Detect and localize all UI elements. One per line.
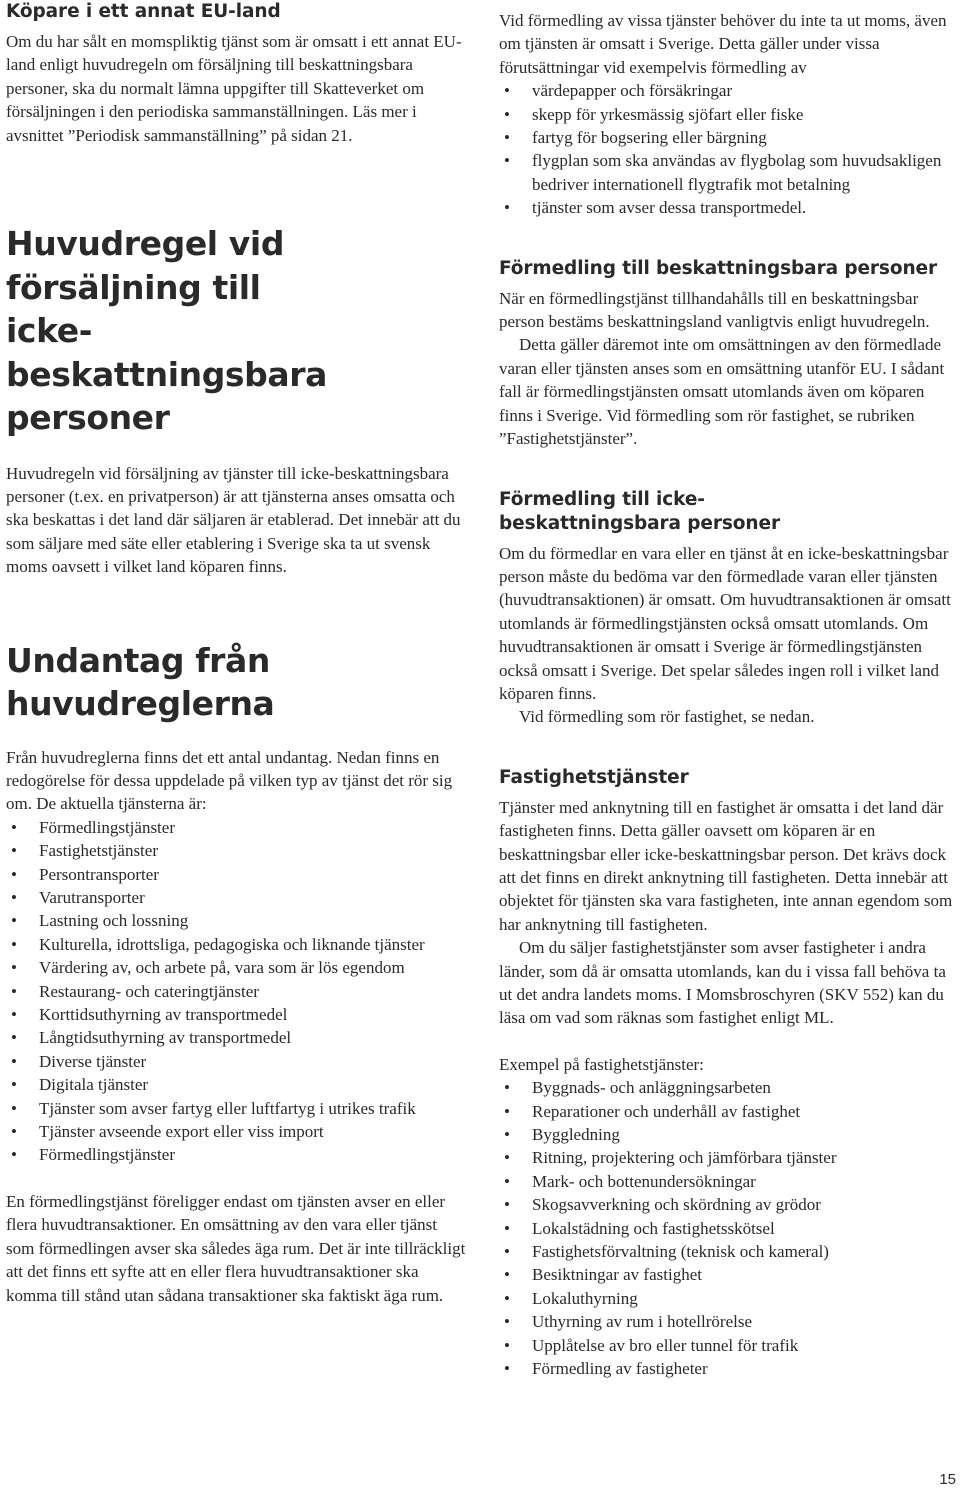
list-item: • Värdering av, och arbete på, vara som är lös egendom — [6, 956, 466, 979]
list-item: • Lokaluthyrning — [499, 1287, 957, 1310]
list-item: • Persontransporter — [6, 863, 466, 886]
list-item: • tjänster som avser dessa transportmedel. — [499, 196, 957, 219]
list-item: • Digitala tjänster — [6, 1073, 466, 1096]
section-heading: Förmedling till beskattningsbara personer — [499, 257, 937, 279]
list-item: • Upplåtelse av bro eller tunnel för trafik — [499, 1334, 957, 1357]
right-column — [499, 0, 957, 1381]
section-main-rule-nontaxable — [6, 222, 466, 579]
list-item: • Lokalstädning och fastighetsskötsel — [499, 1217, 957, 1240]
list-item: • Långtidsuthyrning av transportmedel — [6, 1026, 466, 1049]
list-item: • Tjänster avseende export eller viss import — [6, 1120, 466, 1143]
list-item: • värdepapper och försäkringar — [499, 79, 957, 102]
list-item: • Tjänster som avser fartyg eller luftfartyg i utrikes trafik — [6, 1097, 466, 1120]
section-heading: Fastighetstjänster — [499, 766, 689, 788]
list-item: • flygplan som ska användas av flygbolag som huvudsakligen bedriver internationell flygtrafik mot betalning — [499, 149, 957, 196]
list-item: • Mark- och bottenundersökningar — [499, 1170, 957, 1193]
section-title: Huvudregel vid försäljning till ickebeskattningsbara personer — [6, 224, 328, 438]
exceptions-list — [6, 816, 466, 1167]
list-item: • Fastighetstjänster — [6, 839, 466, 862]
section-property-services — [499, 766, 957, 1381]
list-item: • Besiktningar av fastighet — [499, 1263, 957, 1286]
list-item: • Förmedlingstjänster — [6, 1143, 466, 1166]
left-column — [6, 0, 466, 1307]
list-item: • Fastighetsförvaltning (teknisk och kameral) — [499, 1240, 957, 1263]
section-exceptions — [6, 639, 466, 1307]
list-item: • Skogsavverkning och skördning av grödor — [499, 1193, 957, 1216]
section-heading: Förmedling till ickebeskattningsbara personer — [499, 488, 780, 534]
paragraph: Om du förmedlar en vara eller en tjänst åt en icke-beskattningsbar person måste du bedöma var den förmedlade varan eller tjänsten (huvudtransaktionen) är omsatt. Om huvudtransaktionen är omsatt utomlands är förmedlingstjänsten också omsatt utomlands. Om huvudtransaktionen är omsatt i Sverige är förmedlingstjänsten också omsatt i Sverige. Det spelar således ingen roll i vilket land köparen finns. — [499, 543, 951, 703]
list-item: • Kulturella, idrottsliga, pedagogiska och liknande tjänster — [6, 933, 466, 956]
page-number: 15 — [939, 1471, 956, 1488]
paragraph: En förmedlingstjänst föreligger endast om tjänsten avser en eller flera huvudtransaktioner. En omsättning av den vara eller tjänst som förmedlingen avser ska således äga rum. Det är inte tillräckligt att det finns ett syfte att en eller flera huvudtransaktioner ska komma till stånd utan sådana transaktioner ska faktiskt äga rum. — [6, 1191, 466, 1305]
paragraph: Tjänster med anknytning till en fastighet är omsatta i det land där fastigheten finns. Detta gäller oavsett om köparen är en beskattningsbar eller icke-beskattningsbar person. Det krävs dock att det finns en direkt anknytning till fastigheten. Detta innebär att objektet för tjänsten ska vara fastigheten, inte annan egendom som har anknytning till fastigheten. — [499, 797, 953, 934]
list-item: • skepp för yrkesmässig sjöfart eller fiske — [499, 103, 957, 126]
paragraph: Detta gäller däremot inte om omsättningen av den förmedlade varan eller tjänsten anses som en omsättning utanför EU. I sådant fall är förmedlingstjänsten omsatt utomlands även om köparen finns i Sverige. Vid förmedling som rör fastighet, se rubriken ”Fastighetstjänster”. — [499, 335, 945, 449]
paragraph: Om du säljer fastighetstjänster som avser fastigheter i andra länder, som då är omsatta utomlands, kan du i vissa fall behöva ta ut det andra landets moms. I Momsbroschyren (SKV 552) kan du läsa om vad som räknas som fastighet enligt ML. — [499, 938, 946, 1028]
section-intermediary-intro — [499, 9, 957, 220]
paragraph: Huvudregeln vid försäljning av tjänster till icke-beskattningsbara personer (t.ex. en privatperson) är att tjänsterna anses omsatta och ska beskattas i det land där säljaren är etablerad. Det innebär att du som säljare med säte eller etablering i Sverige ska ta ut svensk moms oavsett i vilket land köparen finns. — [6, 463, 461, 577]
list-item: • Ritning, projektering och jämförbara tjänster — [499, 1146, 957, 1169]
list-item: • Lastning och lossning — [6, 909, 466, 932]
section-intermediary-nontaxable — [499, 488, 957, 729]
section-title: Undantag från huvudreglerna — [6, 640, 275, 724]
list-item: • Varutransporter — [6, 886, 466, 909]
property-services-list — [499, 1076, 957, 1380]
list-item: • Förmedlingstjänster — [6, 816, 466, 839]
list-item: • Restaurang- och cateringtjänster — [6, 980, 466, 1003]
section-intermediary-taxable — [499, 257, 957, 451]
list-item: • Uthyrning av rum i hotellrörelse — [499, 1310, 957, 1333]
list-item: • Byggnads- och anläggningsarbeten — [499, 1076, 957, 1099]
paragraph: Vid förmedling av vissa tjänster behöver du inte ta ut moms, även om tjänsten är omsatt i Sverige. Detta gäller under vissa förutsättningar vid exempelvis förmedling av — [499, 11, 947, 77]
list-item: • Diverse tjänster — [6, 1050, 466, 1073]
paragraph: Från huvudreglerna finns det ett antal undantag. Nedan finns en redogörelse för dessa uppdelade på vilken typ av tjänst det rör sig om. De aktuella tjänsterna är: — [6, 747, 453, 814]
list-item: • Förmedling av fastigheter — [499, 1357, 957, 1380]
section-buyer-other-eu — [6, 0, 466, 147]
intermediary-list — [499, 79, 957, 219]
list-item: • Reparationer och underhåll av fastighet — [499, 1100, 957, 1123]
paragraph: När en förmedlingstjänst tillhandahålls till en beskattningsbar person bestäms beskattningsland vanligtvis enligt huvudregeln. — [499, 288, 930, 332]
paragraph: Vid förmedling som rör fastighet, se nedan. — [519, 707, 815, 727]
paragraph: Exempel på fastighetstjänster: — [499, 1054, 704, 1074]
section-heading: Köpare i ett annat EU-land — [6, 1, 281, 22]
list-item: • Korttidsuthyrning av transportmedel — [6, 1003, 466, 1026]
list-item: • Byggledning — [499, 1123, 957, 1146]
paragraph: Om du har sålt en momspliktig tjänst som är omsatt i ett annat EU-land enligt huvudregeln om försäljning till beskattningsbara personer, ska du normalt lämna uppgifter till Skatteverket om försäljningen i den periodiska sammanställningen. Läs mer i avsnittet ”Periodisk sammanställning” på sidan 21. — [6, 32, 462, 145]
list-item: • fartyg för bogsering eller bärgning — [499, 126, 957, 149]
